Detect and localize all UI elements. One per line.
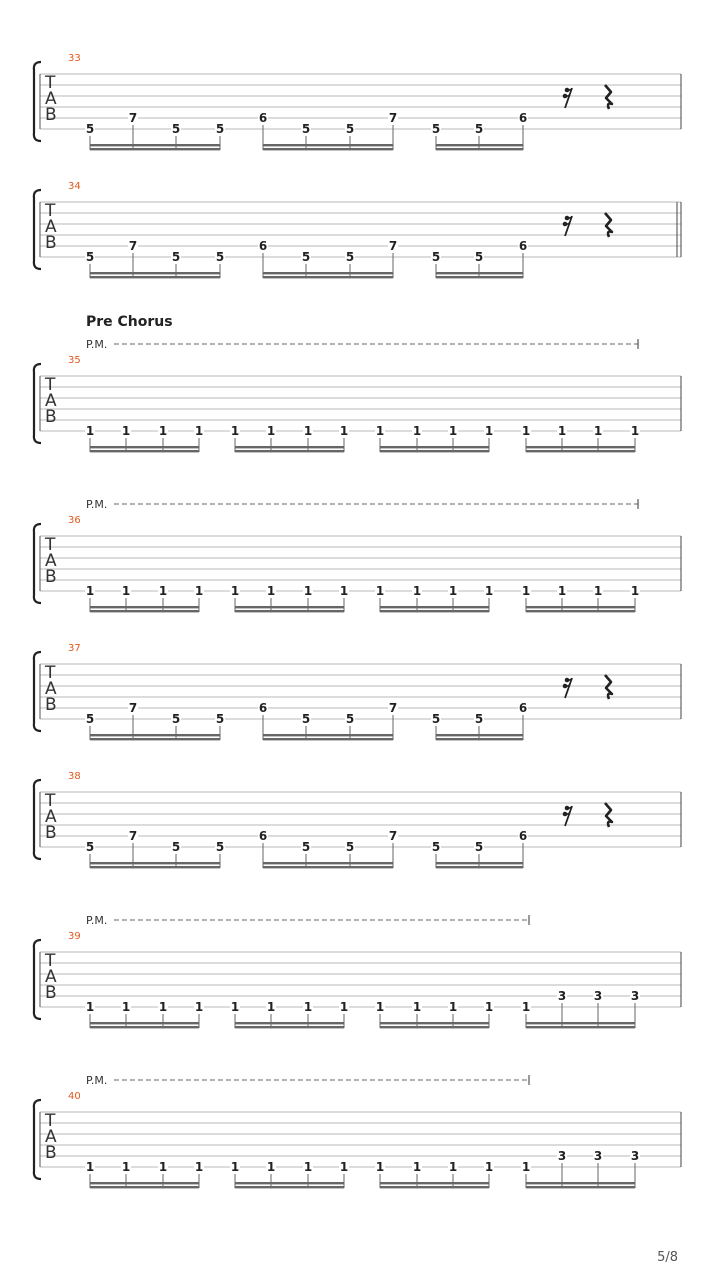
- tab-system: [34, 314, 681, 452]
- fret-number: 3: [593, 989, 603, 1003]
- fret-number: 5: [345, 250, 355, 264]
- beam: [235, 610, 344, 612]
- fret-number: 1: [266, 424, 276, 438]
- fret-number: 5: [301, 712, 311, 726]
- fret-number: 1: [121, 584, 131, 598]
- beam: [526, 1022, 635, 1024]
- tab-system: [34, 53, 681, 150]
- measure-number: 34: [68, 181, 81, 192]
- fret-number: 1: [230, 1160, 240, 1174]
- fret-number: 5: [215, 250, 225, 264]
- palm-mute-label: P.M.: [86, 498, 108, 511]
- quarter-rest-icon: [605, 803, 612, 827]
- fret-number: 1: [303, 424, 313, 438]
- fret-number: 6: [258, 701, 268, 715]
- fret-number: 1: [194, 424, 204, 438]
- fret-number: 1: [412, 424, 422, 438]
- beam: [263, 866, 393, 868]
- palm-mute-label: P.M.: [86, 914, 108, 927]
- measure-number: 33: [68, 53, 81, 64]
- beam: [526, 1026, 635, 1028]
- fret-number: 1: [375, 424, 385, 438]
- beam: [380, 610, 489, 612]
- fret-number: 1: [521, 1160, 531, 1174]
- fret-number: 7: [128, 111, 138, 125]
- fret-number: 7: [388, 111, 398, 125]
- tab-clef-letter: B: [45, 823, 57, 843]
- tab-clef-letter: T: [45, 663, 56, 683]
- fret-number: 7: [388, 239, 398, 253]
- fret-number: 1: [121, 424, 131, 438]
- fret-number: 1: [557, 584, 567, 598]
- beam: [90, 866, 220, 868]
- fret-number: 7: [128, 239, 138, 253]
- fret-number: 1: [266, 1160, 276, 1174]
- tab-clef-letter: B: [45, 233, 57, 253]
- fret-number: 5: [345, 840, 355, 854]
- beam: [380, 1186, 489, 1188]
- tab-system: [34, 1074, 681, 1188]
- fret-number: 1: [339, 584, 349, 598]
- quarter-rest-icon: [605, 85, 612, 109]
- fret-number: 1: [194, 1160, 204, 1174]
- fret-number: 6: [518, 111, 528, 125]
- beam: [90, 738, 220, 740]
- beam: [263, 148, 393, 150]
- fret-number: 5: [431, 840, 441, 854]
- fret-number: 5: [85, 122, 95, 136]
- measure-number: 36: [68, 515, 81, 526]
- beam: [380, 1182, 489, 1184]
- beam: [90, 1022, 199, 1024]
- fret-number: 1: [303, 1160, 313, 1174]
- fret-number: 5: [474, 840, 484, 854]
- beam: [235, 1022, 344, 1024]
- beam: [90, 610, 199, 612]
- beam: [526, 1182, 635, 1184]
- fret-number: 5: [85, 250, 95, 264]
- beam: [526, 450, 635, 452]
- beam: [436, 148, 523, 150]
- tab-clef-letter: B: [45, 567, 57, 587]
- beam: [263, 276, 393, 278]
- beam: [90, 446, 199, 448]
- fret-number: 6: [258, 239, 268, 253]
- beam: [90, 272, 220, 274]
- palm-mute-label: P.M.: [86, 338, 108, 351]
- beam: [263, 738, 393, 740]
- beam: [90, 144, 220, 146]
- beam: [90, 1026, 199, 1028]
- fret-number: 6: [518, 701, 528, 715]
- fret-number: 1: [521, 1000, 531, 1014]
- fret-number: 7: [388, 829, 398, 843]
- fret-number: 1: [593, 424, 603, 438]
- fret-number: 7: [388, 701, 398, 715]
- fret-number: 1: [448, 1000, 458, 1014]
- fret-number: 1: [484, 1160, 494, 1174]
- palm-mute-label: P.M.: [86, 1074, 108, 1087]
- tab-clef-letter: B: [45, 695, 57, 715]
- fret-number: 5: [474, 712, 484, 726]
- beam: [436, 734, 523, 736]
- sixteenth-rest-icon: [563, 88, 572, 108]
- fret-number: 1: [85, 1160, 95, 1174]
- fret-number: 3: [593, 1149, 603, 1163]
- fret-number: 5: [85, 712, 95, 726]
- beam: [235, 450, 344, 452]
- sixteenth-rest-icon: [563, 806, 572, 826]
- beam: [235, 1186, 344, 1188]
- fret-number: 1: [85, 584, 95, 598]
- fret-number: 1: [85, 1000, 95, 1014]
- fret-number: 5: [215, 712, 225, 726]
- fret-number: 1: [339, 1000, 349, 1014]
- fret-number: 1: [339, 424, 349, 438]
- tab-clef-letter: T: [45, 1111, 56, 1131]
- tab-system: [34, 643, 681, 740]
- fret-number: 1: [412, 1160, 422, 1174]
- tab-system: [34, 498, 681, 612]
- beam: [90, 1186, 199, 1188]
- measure-number: 35: [68, 355, 81, 366]
- fret-number: 1: [266, 1000, 276, 1014]
- fret-number: 1: [448, 424, 458, 438]
- tab-clef-letter: B: [45, 407, 57, 427]
- beam: [436, 862, 523, 864]
- tab-clef-letter: B: [45, 1143, 57, 1163]
- section-label: Pre Chorus: [86, 314, 173, 330]
- fret-number: 1: [375, 584, 385, 598]
- quarter-rest-icon: [605, 213, 612, 237]
- fret-number: 1: [557, 424, 567, 438]
- fret-number: 1: [593, 584, 603, 598]
- fret-number: 3: [630, 1149, 640, 1163]
- fret-number: 1: [521, 424, 531, 438]
- tab-system: [34, 181, 681, 278]
- beam: [380, 606, 489, 608]
- beam: [263, 272, 393, 274]
- tab-clef-letter: A: [45, 679, 57, 699]
- beam: [380, 1022, 489, 1024]
- fret-number: 1: [484, 424, 494, 438]
- tab-clef-letter: T: [45, 73, 56, 93]
- beam: [380, 446, 489, 448]
- fret-number: 5: [431, 122, 441, 136]
- tab-clef-letter: A: [45, 1127, 57, 1147]
- fret-number: 5: [345, 122, 355, 136]
- fret-number: 5: [171, 122, 181, 136]
- fret-number: 1: [194, 584, 204, 598]
- tab-clef-letter: T: [45, 535, 56, 555]
- fret-number: 1: [85, 424, 95, 438]
- beam: [90, 734, 220, 736]
- beam: [90, 862, 220, 864]
- measure-number: 40: [68, 1091, 81, 1102]
- beam: [436, 272, 523, 274]
- fret-number: 1: [412, 584, 422, 598]
- fret-number: 1: [630, 584, 640, 598]
- fret-number: 1: [158, 1160, 168, 1174]
- beam: [235, 1182, 344, 1184]
- quarter-rest-icon: [605, 675, 612, 699]
- fret-number: 1: [484, 584, 494, 598]
- beam: [436, 866, 523, 868]
- fret-number: 3: [557, 989, 567, 1003]
- fret-number: 5: [345, 712, 355, 726]
- tab-clef-letter: A: [45, 551, 57, 571]
- fret-number: 5: [431, 712, 441, 726]
- fret-number: 5: [301, 250, 311, 264]
- beam: [436, 144, 523, 146]
- beam: [436, 738, 523, 740]
- beam: [235, 446, 344, 448]
- beam: [263, 862, 393, 864]
- fret-number: 1: [521, 584, 531, 598]
- fret-number: 1: [266, 584, 276, 598]
- fret-number: 5: [171, 250, 181, 264]
- beam: [90, 606, 199, 608]
- fret-number: 5: [171, 840, 181, 854]
- beam: [263, 144, 393, 146]
- fret-number: 7: [128, 701, 138, 715]
- fret-number: 1: [230, 584, 240, 598]
- fret-number: 1: [230, 424, 240, 438]
- beam: [263, 734, 393, 736]
- beam: [90, 148, 220, 150]
- beam: [380, 1026, 489, 1028]
- fret-number: 1: [448, 584, 458, 598]
- fret-number: 5: [215, 122, 225, 136]
- fret-number: 5: [171, 712, 181, 726]
- fret-number: 1: [194, 1000, 204, 1014]
- fret-number: 6: [518, 829, 528, 843]
- fret-number: 1: [303, 584, 313, 598]
- fret-number: 3: [557, 1149, 567, 1163]
- fret-number: 1: [375, 1160, 385, 1174]
- beam: [235, 606, 344, 608]
- fret-number: 6: [518, 239, 528, 253]
- fret-number: 5: [474, 122, 484, 136]
- beam: [235, 1026, 344, 1028]
- fret-number: 1: [484, 1000, 494, 1014]
- fret-number: 5: [301, 122, 311, 136]
- beam: [90, 450, 199, 452]
- measure-number: 38: [68, 771, 81, 782]
- tab-clef-letter: T: [45, 951, 56, 971]
- fret-number: 5: [301, 840, 311, 854]
- beam: [526, 610, 635, 612]
- fret-number: 1: [230, 1000, 240, 1014]
- fret-number: 1: [121, 1000, 131, 1014]
- beam: [380, 450, 489, 452]
- beam: [526, 1186, 635, 1188]
- page-number: 5/8: [657, 1250, 678, 1265]
- tab-clef-letter: B: [45, 983, 57, 1003]
- fret-number: 7: [128, 829, 138, 843]
- fret-number: 3: [630, 989, 640, 1003]
- beam: [526, 446, 635, 448]
- tab-clef-letter: T: [45, 791, 56, 811]
- beam: [526, 606, 635, 608]
- fret-number: 1: [158, 424, 168, 438]
- tab-clef-letter: T: [45, 375, 56, 395]
- tab-system: [34, 914, 681, 1028]
- fret-number: 1: [303, 1000, 313, 1014]
- fret-number: 1: [448, 1160, 458, 1174]
- fret-number: 1: [121, 1160, 131, 1174]
- fret-number: 1: [158, 584, 168, 598]
- fret-number: 5: [85, 840, 95, 854]
- measure-number: 39: [68, 931, 81, 942]
- tab-clef-letter: A: [45, 217, 57, 237]
- tab-clef-letter: T: [45, 201, 56, 221]
- fret-number: 1: [339, 1160, 349, 1174]
- measure-number: 37: [68, 643, 81, 654]
- sixteenth-rest-icon: [563, 678, 572, 698]
- tab-clef-letter: A: [45, 967, 57, 987]
- sixteenth-rest-icon: [563, 216, 572, 236]
- fret-number: 1: [375, 1000, 385, 1014]
- tab-clef-letter: A: [45, 807, 57, 827]
- fret-number: 1: [412, 1000, 422, 1014]
- fret-number: 5: [431, 250, 441, 264]
- beam: [90, 276, 220, 278]
- fret-number: 1: [158, 1000, 168, 1014]
- beam: [90, 1182, 199, 1184]
- fret-number: 1: [630, 424, 640, 438]
- tab-clef-letter: A: [45, 89, 57, 109]
- tab-system: [34, 771, 681, 868]
- fret-number: 6: [258, 829, 268, 843]
- fret-number: 6: [258, 111, 268, 125]
- fret-number: 5: [474, 250, 484, 264]
- fret-number: 5: [215, 840, 225, 854]
- tab-clef-letter: B: [45, 105, 57, 125]
- tab-clef-letter: A: [45, 391, 57, 411]
- beam: [436, 276, 523, 278]
